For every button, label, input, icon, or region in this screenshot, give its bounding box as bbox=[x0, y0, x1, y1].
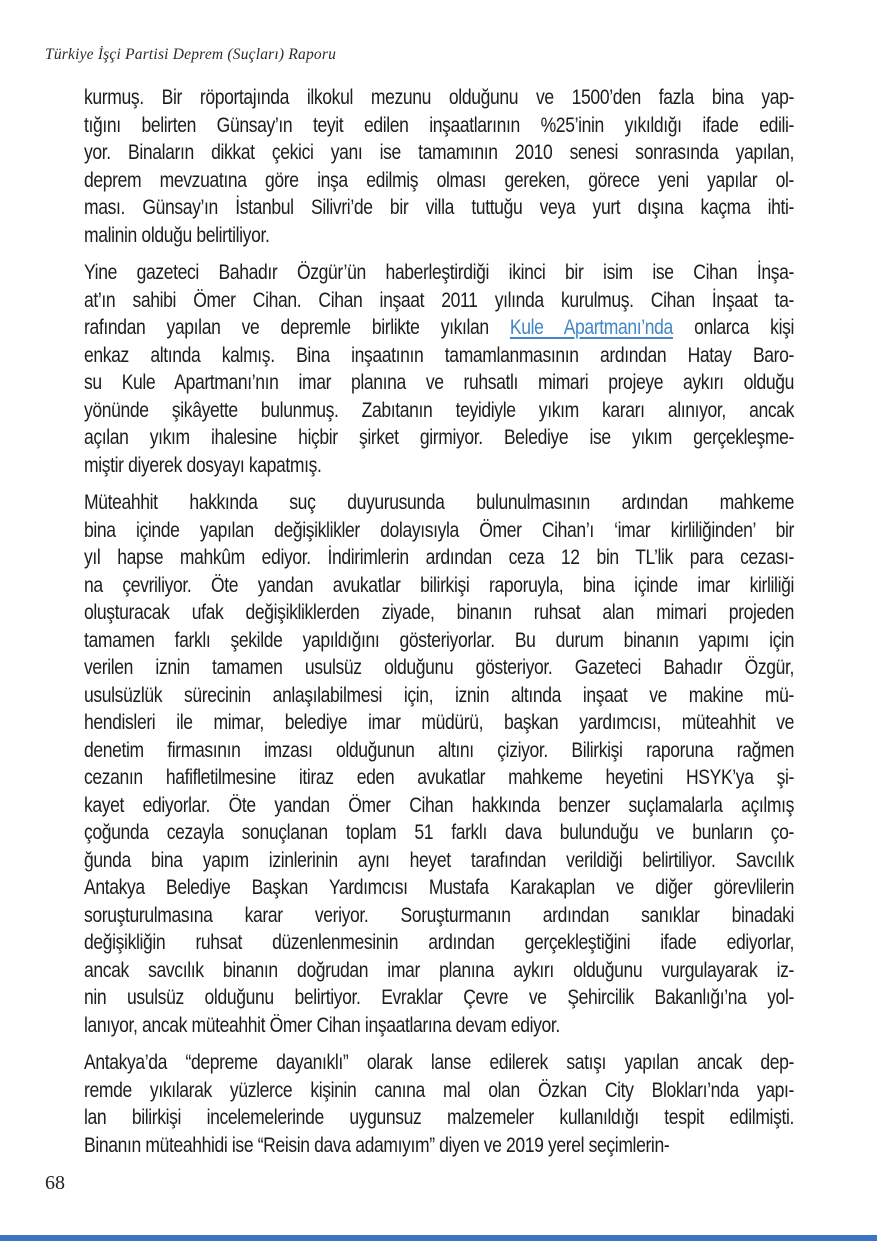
paragraph bbox=[84, 489, 794, 1039]
text-line bbox=[84, 847, 794, 875]
text-line bbox=[84, 957, 794, 985]
text-line bbox=[84, 314, 794, 342]
text-segment: tığını belirten Günsay’ın teyit edilen inşaatlarının %25’inin yıkıldığı ifade edili- bbox=[84, 113, 795, 137]
text-segment: kayet ediyorlar. Öte yandan Ömer Cihan hakkında benzer suçlamalarla açılmış bbox=[84, 793, 795, 817]
text-line bbox=[84, 369, 794, 397]
text-line bbox=[84, 544, 794, 572]
text-segment: hendisleri ile mimar, belediye imar müdürü, başkan yardımcısı, müteahhit ve bbox=[84, 711, 795, 734]
text-line bbox=[84, 112, 794, 140]
text-line bbox=[84, 259, 794, 287]
text-line bbox=[84, 342, 794, 370]
text-line bbox=[84, 489, 794, 517]
text-line bbox=[84, 1012, 794, 1040]
text-segment: su Kule Apartmanı’nın imar planına ve ruhsatlı mimari projeye aykırı olduğu bbox=[84, 371, 795, 394]
text-line bbox=[84, 167, 794, 195]
text-segment: enkaz altında kalmış. Bina inşaatının tamamlanmasının ardından Hatay Baro- bbox=[84, 343, 795, 367]
text-line bbox=[84, 517, 794, 545]
text-segment: lan bilirkişi incelemelerinde uygunsuz malzemeler kullanıldığı tespit edilmişti. bbox=[84, 1106, 795, 1129]
text-segment: Antakya’da “depreme dayanıklı” olarak lanse edilerek satışı yapılan ancak dep- bbox=[84, 1051, 795, 1074]
text-segment: oluşturacak ufak değişikliklerden ziyade, binanın ruhsat alan mimari projeden bbox=[84, 601, 795, 624]
text-line bbox=[84, 929, 794, 957]
text-segment: yönünde şikâyette bulunmuş. Zabıtanın teyidiyle yıkım kararı alınıyor, ancak bbox=[84, 398, 795, 422]
text-segment: Yine gazeteci Bahadır Özgür’ün haberleştirdiği ikinci bir isim ise Cihan İnşa- bbox=[84, 261, 795, 284]
text-segment: onlarca kişi bbox=[672, 316, 795, 339]
text-segment: kurmuş. Bir röportajında ilkokul mezunu olduğunu ve 1500’den fazla bina yap- bbox=[84, 86, 795, 109]
text-segment: cezanın hafifletilmesine itiraz eden avukatlar mahkeme heyetini HSYK’ya şi- bbox=[84, 766, 795, 789]
text-segment: çoğunda cezayla sonuçlanan toplam 51 farklı dava bulunduğu ve bunların ço- bbox=[84, 821, 795, 844]
text-line bbox=[84, 1077, 794, 1105]
text-segment: açılan yıkım ihalesine hiçbir şirket girmiyor. Belediye ise yıkım gerçekleşme- bbox=[84, 426, 795, 449]
text-line bbox=[84, 397, 794, 425]
text-line bbox=[84, 819, 794, 847]
text-segment: rafından yapılan ve depremle birlikte yıkılan bbox=[84, 316, 510, 339]
text-line bbox=[84, 424, 794, 452]
paragraph bbox=[84, 84, 794, 249]
text-line bbox=[84, 194, 794, 222]
page-number: 68 bbox=[45, 1172, 65, 1194]
text-line bbox=[84, 1049, 794, 1077]
text-segment: soruşturulmasına karar veriyor. Soruşturmanın ardından sanıklar binadaki bbox=[84, 903, 795, 927]
text-segment: na çevriliyor. Öte yandan avukatlar bilirkişi raporuyla, bina içinde imar kirliliği bbox=[84, 573, 795, 597]
text-segment: Binanın müteahhidi ise “Reisin dava adamıyım” diyen ve 2019 yerel seçimlerin- bbox=[84, 1133, 670, 1157]
text-line bbox=[84, 764, 794, 792]
text-line bbox=[84, 682, 794, 710]
text-line bbox=[84, 792, 794, 820]
text-line bbox=[84, 599, 794, 627]
text-segment: tamamen farklı şekilde yapıldığını gösteriyorlar. Bu durum binanın yapımı için bbox=[84, 628, 795, 652]
text-line bbox=[84, 654, 794, 682]
body-text bbox=[84, 84, 794, 1169]
text-segment: ancak savcılık binanın doğrudan imar planına aykırı olduğunu vurgulayarak iz- bbox=[84, 958, 795, 982]
text-segment: değişikliğin ruhsat düzenlenmesinin ardından gerçekleştiğini ifade ediyorlar, bbox=[84, 931, 795, 954]
bottom-accent-bar bbox=[0, 1235, 877, 1241]
text-line bbox=[84, 139, 794, 167]
text-line bbox=[84, 709, 794, 737]
paragraph bbox=[84, 259, 794, 479]
text-line bbox=[84, 737, 794, 765]
text-line bbox=[84, 1132, 794, 1160]
text-segment: at’ın sahibi Ömer Cihan. Cihan inşaat 2011 yılında kurulmuş. Cihan İnşaat ta- bbox=[84, 288, 795, 312]
kule-apartmani-link[interactable]: Kule Apartmanı’nda bbox=[509, 316, 673, 339]
text-line bbox=[84, 287, 794, 315]
text-segment: remde yıkılarak yüzlerce kişinin canına mal olan Özkan City Blokları’nda yapı- bbox=[84, 1078, 795, 1102]
text-segment: deprem mevzuatına göre inşa edilmiş olması gereken, görece yeni yapılar ol- bbox=[84, 168, 795, 192]
text-segment: yor. Binaların dikkat çekici yanı ise tamamının 2010 senesi sonrasında yapılan, bbox=[84, 141, 795, 164]
text-line bbox=[84, 1104, 794, 1132]
text-segment: miştir diyerek dosyayı kapatmış. bbox=[84, 453, 322, 477]
text-line bbox=[84, 874, 794, 902]
running-header: Türkiye İşçi Partisi Deprem (Suçları) Raporu bbox=[45, 46, 337, 63]
text-segment: denetim firmasının imzası olduğunun altını çiziyor. Bilirkişi raporuna rağmen bbox=[84, 738, 795, 762]
paragraph bbox=[84, 1049, 794, 1159]
text-segment: malinin olduğu belirtiliyor. bbox=[84, 223, 270, 247]
text-segment: bina içinde yapılan değişiklikler dolayısıyla Ömer Cihan’ı ‘imar kirliliğinden’ bir bbox=[84, 518, 795, 542]
text-segment: ğunda bina yapım izinlerinin aynı heyet tarafından verildiği belirtiliyor. Savcılık bbox=[84, 848, 795, 872]
text-segment: lanıyor, ancak müteahhit Ömer Cihan inşaatlarına devam ediyor. bbox=[84, 1013, 560, 1037]
text-segment: verilen iznin tamamen usulsüz olduğunu gösteriyor. Gazeteci Bahadır Özgür, bbox=[84, 656, 795, 679]
text-segment: ması. Günsay’ın İstanbul Silivri’de bir villa tuttuğu veya yurt dışına kaçma ihti- bbox=[84, 196, 795, 219]
text-segment: Antakya Belediye Başkan Yardımcısı Mustafa Karakaplan ve diğer görevlilerin bbox=[84, 876, 795, 899]
text-line bbox=[84, 627, 794, 655]
text-line bbox=[84, 984, 794, 1012]
text-line bbox=[84, 84, 794, 112]
text-segment: nin usulsüz olduğunu belirtiyor. Evraklar Çevre ve Şehircilik Bakanlığı’na yol- bbox=[84, 986, 795, 1009]
text-segment: yıl hapse mahkûm ediyor. İndirimlerin ardından ceza 12 bin TL’lik para cezası- bbox=[84, 546, 795, 569]
text-line bbox=[84, 902, 794, 930]
text-line bbox=[84, 222, 794, 250]
text-segment: usulsüzlük sürecinin anlaşılabilmesi için, iznin altında inşaat ve makine mü- bbox=[84, 683, 795, 707]
text-line bbox=[84, 452, 794, 480]
text-line bbox=[84, 572, 794, 600]
text-segment: Müteahhit hakkında suç duyurusunda bulunulmasının ardından mahkeme bbox=[84, 491, 795, 514]
